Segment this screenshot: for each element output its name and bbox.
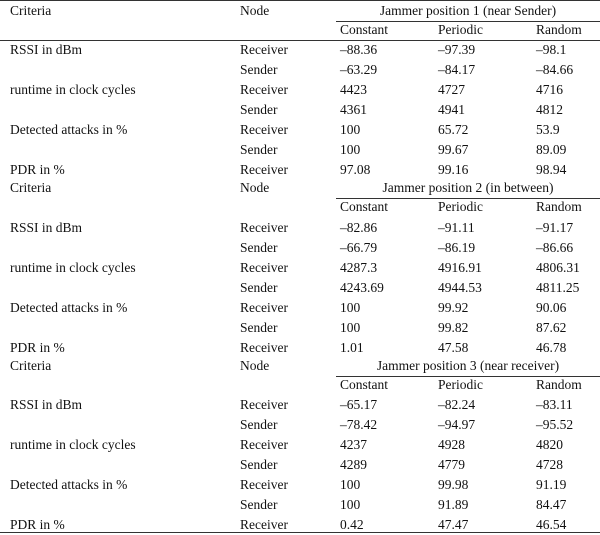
jammer-position-title: Jammer position 3 (near receiver) xyxy=(376,358,560,373)
value-cell-periodic: 4779 xyxy=(438,457,465,472)
table-row xyxy=(0,218,600,238)
value-cell-random: –98.1 xyxy=(536,42,567,57)
criteria-cell: Detected attacks in % xyxy=(10,300,128,315)
bottom-rule xyxy=(0,532,600,533)
value-cell-random: 53.9 xyxy=(536,122,560,137)
node-cell: Sender xyxy=(240,240,278,255)
node-cell: Sender xyxy=(240,417,278,432)
column-header-row xyxy=(0,20,600,40)
table-row xyxy=(0,40,600,60)
value-cell-random: –91.17 xyxy=(536,220,574,235)
value-cell-random: 89.09 xyxy=(536,142,567,157)
value-cell-periodic: –86.19 xyxy=(438,240,476,255)
node-cell: Receiver xyxy=(240,42,288,57)
column-header-periodic: Periodic xyxy=(438,22,483,37)
node-cell: Sender xyxy=(240,320,278,335)
table-row xyxy=(0,415,600,435)
value-cell-constant: –66.79 xyxy=(340,240,378,255)
node-header: Node xyxy=(240,180,270,195)
column-header-row xyxy=(0,197,600,217)
node-cell: Receiver xyxy=(240,437,288,452)
table-row xyxy=(0,435,600,455)
value-cell-constant: 100 xyxy=(340,300,361,315)
table-row xyxy=(0,298,600,318)
column-header-row xyxy=(0,375,600,395)
value-cell-periodic: –97.39 xyxy=(438,42,476,57)
table-row xyxy=(0,100,600,120)
value-cell-random: 84.47 xyxy=(536,497,567,512)
table-row xyxy=(0,338,600,358)
header-row xyxy=(0,1,600,21)
value-cell-periodic: 99.92 xyxy=(438,300,469,315)
table-row xyxy=(0,475,600,495)
table-row xyxy=(0,140,600,160)
node-cell: Sender xyxy=(240,62,278,77)
value-cell-periodic: 4916.91 xyxy=(438,260,482,275)
node-cell: Receiver xyxy=(240,220,288,235)
column-header-random: Random xyxy=(536,22,582,37)
value-cell-constant: 4423 xyxy=(340,82,367,97)
value-cell-periodic: 99.82 xyxy=(438,320,469,335)
value-cell-periodic: 4727 xyxy=(438,82,465,97)
node-cell: Receiver xyxy=(240,340,288,355)
criteria-cell: PDR in % xyxy=(10,517,65,532)
value-cell-constant: 100 xyxy=(340,320,361,335)
value-cell-random: 4820 xyxy=(536,437,563,452)
node-cell: Receiver xyxy=(240,477,288,492)
value-cell-constant: 100 xyxy=(340,477,361,492)
value-cell-random: –86.66 xyxy=(536,240,574,255)
value-cell-random: 91.19 xyxy=(536,477,567,492)
criteria-cell: runtime in clock cycles xyxy=(10,260,136,275)
criteria-cell: runtime in clock cycles xyxy=(10,437,136,452)
value-cell-constant: 100 xyxy=(340,497,361,512)
node-cell: Sender xyxy=(240,497,278,512)
value-cell-random: –84.66 xyxy=(536,62,574,77)
table-row xyxy=(0,395,600,415)
value-cell-periodic: 99.16 xyxy=(438,162,469,177)
node-cell: Sender xyxy=(240,142,278,157)
criteria-cell: PDR in % xyxy=(10,162,65,177)
value-cell-periodic: –91.11 xyxy=(438,220,475,235)
node-cell: Receiver xyxy=(240,300,288,315)
criteria-cell: RSSI in dBm xyxy=(10,220,83,235)
table-row xyxy=(0,278,600,298)
header-row xyxy=(0,178,600,198)
value-cell-random: 4812 xyxy=(536,102,563,117)
value-cell-random: 98.94 xyxy=(536,162,567,177)
value-cell-random: –83.11 xyxy=(536,397,573,412)
value-cell-constant: 97.08 xyxy=(340,162,371,177)
value-cell-periodic: 4944.53 xyxy=(438,280,482,295)
value-cell-random: 4811.25 xyxy=(536,280,580,295)
table-row xyxy=(0,455,600,475)
table-row xyxy=(0,318,600,338)
table-row xyxy=(0,495,600,515)
criteria-cell: runtime in clock cycles xyxy=(10,82,136,97)
value-cell-periodic: 4928 xyxy=(438,437,465,452)
node-cell: Sender xyxy=(240,102,278,117)
value-cell-periodic: 4941 xyxy=(438,102,465,117)
column-header-periodic: Periodic xyxy=(438,377,483,392)
value-cell-random: 90.06 xyxy=(536,300,567,315)
value-cell-random: 4716 xyxy=(536,82,563,97)
value-cell-random: 46.54 xyxy=(536,517,567,532)
table-row xyxy=(0,160,600,180)
header-row xyxy=(0,356,600,376)
value-cell-periodic: –82.24 xyxy=(438,397,476,412)
criteria-header: Criteria xyxy=(10,180,52,195)
value-cell-constant: –88.36 xyxy=(340,42,378,57)
node-header: Node xyxy=(240,358,270,373)
table-row xyxy=(0,80,600,100)
value-cell-periodic: 47.58 xyxy=(438,340,469,355)
criteria-cell: RSSI in dBm xyxy=(10,397,83,412)
node-cell: Receiver xyxy=(240,122,288,137)
table-row xyxy=(0,60,600,80)
node-cell: Receiver xyxy=(240,260,288,275)
value-cell-random: –95.52 xyxy=(536,417,574,432)
value-cell-constant: 4361 xyxy=(340,102,367,117)
value-cell-constant: 4237 xyxy=(340,437,367,452)
column-header-constant: Constant xyxy=(340,199,389,214)
value-cell-constant: –63.29 xyxy=(340,62,378,77)
value-cell-periodic: –94.97 xyxy=(438,417,476,432)
node-cell: Receiver xyxy=(240,517,288,532)
table-row xyxy=(0,258,600,278)
column-header-constant: Constant xyxy=(340,22,389,37)
value-cell-constant: 0.42 xyxy=(340,517,364,532)
column-header-constant: Constant xyxy=(340,377,389,392)
criteria-cell: RSSI in dBm xyxy=(10,42,83,57)
value-cell-constant: –82.86 xyxy=(340,220,378,235)
value-cell-periodic: 91.89 xyxy=(438,497,469,512)
column-header-random: Random xyxy=(536,377,582,392)
node-cell: Sender xyxy=(240,280,278,295)
criteria-cell: PDR in % xyxy=(10,340,65,355)
table-row xyxy=(0,238,600,258)
value-cell-periodic: 99.98 xyxy=(438,477,469,492)
value-cell-constant: –78.42 xyxy=(340,417,378,432)
criteria-cell: Detected attacks in % xyxy=(10,122,128,137)
criteria-header: Criteria xyxy=(10,3,52,18)
value-cell-random: 46.78 xyxy=(536,340,567,355)
value-cell-periodic: 47.47 xyxy=(438,517,469,532)
node-cell: Sender xyxy=(240,457,278,472)
value-cell-random: 4806.31 xyxy=(536,260,580,275)
value-cell-random: 4728 xyxy=(536,457,563,472)
jammer-position-title: Jammer position 1 (near Sender) xyxy=(379,3,557,18)
value-cell-constant: 1.01 xyxy=(340,340,364,355)
value-cell-periodic: –84.17 xyxy=(438,62,476,77)
criteria-cell: Detected attacks in % xyxy=(10,477,128,492)
value-cell-periodic: 99.67 xyxy=(438,142,469,157)
value-cell-constant: –65.17 xyxy=(340,397,378,412)
criteria-header: Criteria xyxy=(10,358,52,373)
column-header-periodic: Periodic xyxy=(438,199,483,214)
value-cell-constant: 100 xyxy=(340,122,361,137)
value-cell-periodic: 65.72 xyxy=(438,122,469,137)
value-cell-constant: 4287.3 xyxy=(340,260,378,275)
value-cell-constant: 4243.69 xyxy=(340,280,384,295)
value-cell-constant: 4289 xyxy=(340,457,367,472)
node-cell: Receiver xyxy=(240,397,288,412)
column-header-random: Random xyxy=(536,199,582,214)
node-header: Node xyxy=(240,3,270,18)
table-row xyxy=(0,120,600,140)
jammer-position-title: Jammer position 2 (in between) xyxy=(382,180,554,195)
node-cell: Receiver xyxy=(240,162,288,177)
value-cell-random: 87.62 xyxy=(536,320,567,335)
value-cell-constant: 100 xyxy=(340,142,361,157)
node-cell: Receiver xyxy=(240,82,288,97)
